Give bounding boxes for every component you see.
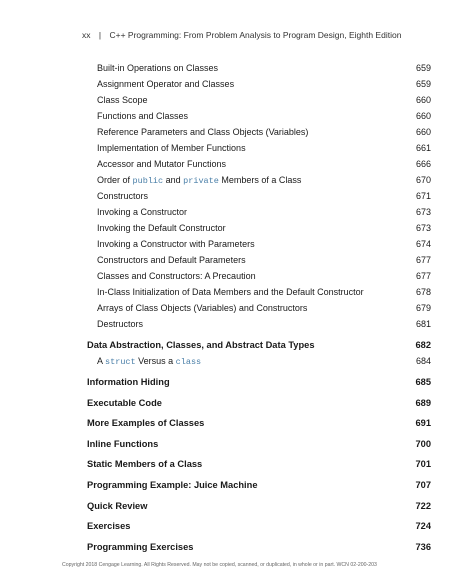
toc-entry-label	[97, 356, 201, 367]
toc-entry-page: 670	[415, 175, 431, 185]
toc-entry-page: 677	[415, 271, 431, 281]
toc-section-label: More Examples of Classes	[87, 418, 205, 428]
toc-entry-page: 679	[415, 303, 431, 313]
toc-entry-page: 673	[415, 207, 431, 217]
label-text: A	[97, 356, 106, 366]
toc-entry-page: 660	[415, 111, 431, 121]
toc-section-page: 736	[415, 542, 431, 552]
toc-section[interactable]	[0, 377, 474, 391]
toc-entry[interactable]	[0, 303, 474, 317]
running-header	[82, 30, 401, 40]
toc-entry-label: Implementation of Member Functions	[97, 143, 246, 153]
toc-entry-label: Constructors	[97, 191, 149, 201]
toc-entry[interactable]	[0, 143, 474, 157]
toc-entry-label: Destructors	[97, 319, 144, 329]
toc-section-page: 722	[415, 501, 431, 511]
toc-section-label: Programming Exercises	[87, 542, 194, 552]
toc-entry[interactable]	[0, 319, 474, 333]
toc-entry-page: 659	[415, 63, 431, 73]
header-page-number: xx	[82, 30, 91, 40]
toc-entry[interactable]	[0, 271, 474, 285]
toc-entry-page: 673	[415, 223, 431, 233]
toc-section-page: 707	[415, 480, 431, 490]
toc-section-page: 700	[415, 439, 431, 449]
toc-entry-label: Accessor and Mutator Functions	[97, 159, 227, 169]
toc-section-page: 682	[415, 340, 431, 350]
toc-entry[interactable]	[0, 111, 474, 125]
toc-entry-label	[97, 175, 301, 186]
toc-entry-page: 674	[415, 239, 431, 249]
code-keyword: private	[183, 176, 219, 186]
toc-section-label: Executable Code	[87, 398, 162, 408]
toc-section[interactable]	[0, 439, 474, 453]
toc-entry[interactable]	[0, 95, 474, 109]
toc-section[interactable]	[0, 398, 474, 412]
toc-section-page: 691	[415, 418, 431, 428]
toc-entry[interactable]	[0, 223, 474, 237]
code-keyword: class	[175, 357, 202, 367]
toc-entry-label: Assignment Operator and Classes	[97, 79, 235, 89]
toc-entry[interactable]	[0, 175, 474, 189]
toc-entry[interactable]	[0, 356, 474, 370]
toc-entry-label: Functions and Classes	[97, 111, 189, 121]
toc-entry-page: 659	[415, 79, 431, 89]
toc-entry-page: 677	[415, 255, 431, 265]
toc-section-label: Exercises	[87, 521, 131, 531]
toc-entry-page: 660	[415, 127, 431, 137]
toc-section-page: 701	[415, 459, 431, 469]
toc-entry-label: Constructors and Default Parameters	[97, 255, 246, 265]
toc-section[interactable]	[0, 459, 474, 473]
toc-entry[interactable]	[0, 79, 474, 93]
toc-section-page: 724	[415, 521, 431, 531]
toc-section[interactable]	[0, 418, 474, 432]
toc-entry-label: Invoking a Constructor with Parameters	[97, 239, 255, 249]
toc-entry[interactable]	[0, 127, 474, 141]
toc-entry[interactable]	[0, 159, 474, 173]
toc-section-page: 689	[415, 398, 431, 408]
toc-entry-page: 661	[415, 143, 431, 153]
toc-section-label: Information Hiding	[87, 377, 170, 387]
toc-entry-page: 681	[415, 319, 431, 329]
toc-entry[interactable]	[0, 239, 474, 253]
toc-entry-page: 666	[415, 159, 431, 169]
toc-entry[interactable]	[0, 191, 474, 205]
toc-entry-page: 684	[415, 356, 431, 366]
toc-entry-label: Class Scope	[97, 95, 148, 105]
toc-section-label: Static Members of a Class	[87, 459, 203, 469]
toc-entry[interactable]	[0, 287, 474, 301]
toc-entry-page: 678	[415, 287, 431, 297]
toc-entry-label: Classes and Constructors: A Precaution	[97, 271, 256, 281]
code-keyword: struct	[105, 357, 136, 367]
toc-entry-label: Reference Parameters and Class Objects (Variables)	[97, 127, 309, 137]
toc-entry-page: 671	[415, 191, 431, 201]
toc-section-label: Quick Review	[87, 501, 148, 511]
toc-entry-label: Arrays of Class Objects (Variables) and Constructors	[97, 303, 308, 313]
toc-entry-label: Invoking the Default Constructor	[97, 223, 226, 233]
label-text: and	[163, 175, 184, 185]
label-text: Members of a Class	[218, 175, 302, 185]
label-text: Order of	[97, 175, 133, 185]
toc-section[interactable]	[0, 501, 474, 515]
copyright-footer: Copyright 2018 Cengage Learning. All Rights Reserved. May not be copied, scanned, or duplicated, in whole or in part. WCN 02-200-203	[62, 562, 377, 568]
toc-entry[interactable]	[0, 207, 474, 221]
header-separator: |	[98, 30, 102, 40]
toc-section-label: Data Abstraction, Classes, and Abstract Data Types	[87, 340, 315, 350]
label-text: Versus a	[135, 356, 176, 366]
code-keyword: public	[132, 176, 164, 186]
toc-section-label: Inline Functions	[87, 439, 159, 449]
toc-section[interactable]	[0, 542, 474, 556]
toc-section-label: Programming Example: Juice Machine	[87, 480, 258, 490]
toc-section-page: 685	[415, 377, 431, 387]
toc-section[interactable]	[0, 521, 474, 535]
toc-entry-label: In-Class Initialization of Data Members and the Default Constructor	[97, 287, 364, 297]
header-book-title: C++ Programming: From Problem Analysis to Program Design, Eighth Edition	[109, 30, 402, 40]
toc-entry-label: Invoking a Constructor	[97, 207, 188, 217]
toc-entry[interactable]	[0, 63, 474, 77]
toc-entry-page: 660	[415, 95, 431, 105]
toc-section[interactable]	[0, 340, 474, 354]
toc-entry-label: Built-in Operations on Classes	[97, 63, 219, 73]
toc-entry[interactable]	[0, 255, 474, 269]
toc-section[interactable]	[0, 480, 474, 494]
